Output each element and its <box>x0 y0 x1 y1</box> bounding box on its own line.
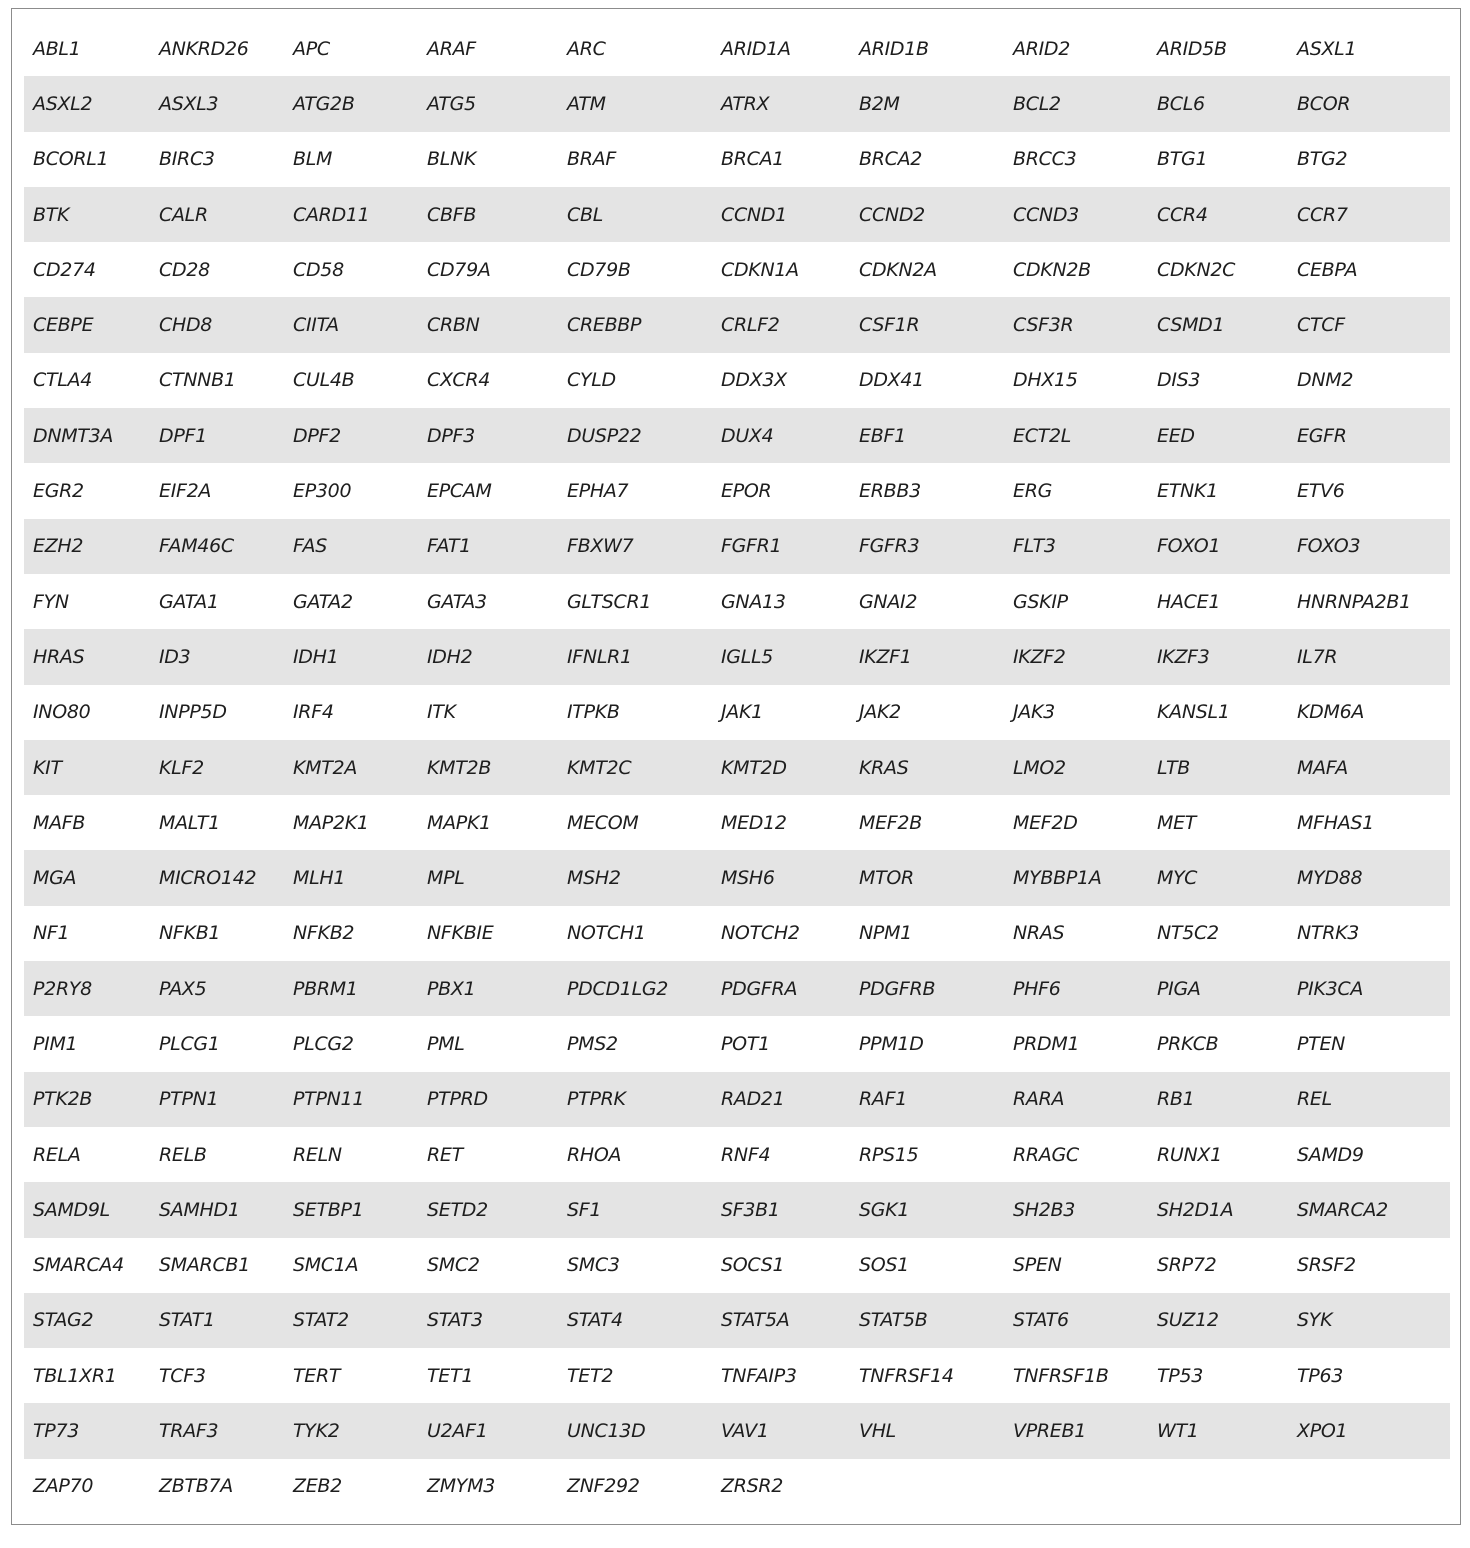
gene-cell: PBX1 <box>418 961 558 1016</box>
table-row <box>24 519 1450 574</box>
gene-cell: TYK2 <box>284 1403 418 1458</box>
gene-cell: CDKN2A <box>859 258 937 281</box>
gene-cell: EIF2A <box>159 480 212 503</box>
gene-cell: PTK2B <box>24 1072 150 1127</box>
gene-cell: CTCF <box>1288 297 1450 352</box>
gene-cell: CTLA4 <box>33 369 93 392</box>
gene-cell: ECT2L <box>1004 408 1148 463</box>
gene-cell: DPF3 <box>418 408 558 463</box>
gene-cell: STAT6 <box>1004 1293 1148 1348</box>
gene-cell: SETD2 <box>418 1182 558 1237</box>
gene-cell: DNM2 <box>1297 369 1354 392</box>
gene-cell: EZH2 <box>24 519 150 574</box>
gene-cell: IKZF1 <box>850 629 1004 684</box>
gene-cell: EPOR <box>721 480 772 503</box>
gene-cell: B2M <box>850 76 1004 131</box>
gene-cell: GATA2 <box>293 590 353 613</box>
gene-cell: DDX41 <box>859 369 924 392</box>
gene-cell: DPF1 <box>150 408 284 463</box>
table-row <box>24 1459 1450 1514</box>
gene-cell: FAM46C <box>150 519 284 574</box>
gene-cell: ASXL3 <box>150 76 284 131</box>
gene-cell: ATG5 <box>418 76 558 131</box>
gene-cell: ATM <box>558 76 712 131</box>
gene-cell: FGFR3 <box>850 519 1004 574</box>
gene-cell: BIRC3 <box>159 148 215 171</box>
gene-cell: SYK <box>1288 1293 1450 1348</box>
gene-cell: ASXL2 <box>24 76 150 131</box>
gene-cell: ANKRD26 <box>159 37 249 60</box>
gene-cell: SMC1A <box>293 1254 359 1277</box>
gene-cell: STAT2 <box>284 1293 418 1348</box>
gene-cell: STAT4 <box>558 1293 712 1348</box>
gene-cell: LMO2 <box>1004 740 1148 795</box>
gene-cell: ZEB2 <box>293 1475 342 1498</box>
gene-cell: CCND1 <box>712 187 850 242</box>
gene-cell: CBFB <box>418 187 558 242</box>
gene-cell: CEBPE <box>24 297 150 352</box>
gene-cell: CRLF2 <box>712 297 850 352</box>
gene-cell: PTEN <box>1297 1032 1346 1055</box>
gene-cell: SAMHD1 <box>150 1182 284 1237</box>
gene-cell: IKZF2 <box>1004 629 1148 684</box>
table-row <box>24 1348 1450 1403</box>
gene-cell: SF3B1 <box>712 1182 850 1237</box>
gene-cell: CEBPA <box>1297 258 1358 281</box>
gene-cell: PTPN1 <box>150 1072 284 1127</box>
gene-cell: DIS3 <box>1157 369 1201 392</box>
gene-cell: ARAF <box>427 37 476 60</box>
gene-cell: INO80 <box>33 701 91 724</box>
gene-cell: CTNNB1 <box>159 369 236 392</box>
gene-cell: DUSP22 <box>558 408 712 463</box>
gene-cell: LTB <box>1148 740 1288 795</box>
table-row <box>24 353 1450 408</box>
gene-cell: KMT2D <box>712 740 850 795</box>
gene-table <box>24 21 1450 1514</box>
gene-cell: STAT1 <box>150 1293 284 1348</box>
gene-cell: FOXO3 <box>1288 519 1450 574</box>
gene-cell: ARID1B <box>859 37 929 60</box>
gene-cell: SAMD9L <box>24 1182 150 1237</box>
gene-cell: TP73 <box>24 1403 150 1458</box>
gene-cell <box>1004 1459 1148 1514</box>
gene-cell: SOS1 <box>859 1254 909 1277</box>
table-row <box>24 685 1450 740</box>
gene-cell: ARID2 <box>1013 37 1071 60</box>
table-row <box>24 76 1450 131</box>
gene-cell: TBL1XR1 <box>33 1364 117 1387</box>
gene-cell: JAK1 <box>721 701 763 724</box>
gene-cell: PTPRK <box>558 1072 712 1127</box>
table-row <box>24 961 1450 1016</box>
gene-cell: RRAGC <box>1013 1143 1079 1166</box>
gene-cell: FAS <box>284 519 418 574</box>
gene-cell: FYN <box>33 590 69 613</box>
gene-cell: MEF2B <box>859 811 922 834</box>
gene-cell: BCL2 <box>1004 76 1148 131</box>
gene-cell: MYD88 <box>1288 850 1450 905</box>
gene-cell: FLT3 <box>1004 519 1148 574</box>
table-row <box>24 408 1450 463</box>
table-row <box>24 242 1450 297</box>
gene-cell: CD274 <box>33 258 96 281</box>
gene-cell: EPCAM <box>427 480 492 503</box>
gene-cell: EPHA7 <box>567 480 629 503</box>
gene-cell: PBRM1 <box>284 961 418 1016</box>
gene-cell: HRAS <box>24 629 150 684</box>
table-row <box>24 795 1450 850</box>
gene-cell: PPM1D <box>859 1032 924 1055</box>
gene-cell: BRCA2 <box>859 148 923 171</box>
gene-cell: MSH6 <box>712 850 850 905</box>
gene-cell: ARID5B <box>1157 37 1227 60</box>
gene-cell: CSF1R <box>850 297 1004 352</box>
gene-cell: NRAS <box>1013 922 1065 945</box>
gene-cell: CHD8 <box>150 297 284 352</box>
gene-cell: EED <box>1148 408 1288 463</box>
gene-cell: DDX3X <box>721 369 787 392</box>
gene-cell: NOTCH1 <box>567 922 646 945</box>
gene-cell: SPEN <box>1013 1254 1062 1277</box>
table-row <box>24 629 1450 684</box>
gene-cell: MEF2D <box>1013 811 1078 834</box>
gene-cell: CD58 <box>293 258 344 281</box>
gene-cell: MAFA <box>1288 740 1450 795</box>
gene-cell: PDCD1LG2 <box>558 961 712 1016</box>
gene-cell: STAG2 <box>24 1293 150 1348</box>
gene-cell: SMARCA2 <box>1288 1182 1450 1237</box>
gene-cell: PRKCB <box>1157 1032 1219 1055</box>
gene-cell: TNFAIP3 <box>721 1364 797 1387</box>
gene-cell: PDGFRA <box>712 961 850 1016</box>
gene-cell: FGFR1 <box>712 519 850 574</box>
gene-cell: CXCR4 <box>427 369 491 392</box>
gene-cell: NFKBIE <box>427 922 494 945</box>
gene-cell: PRDM1 <box>1013 1032 1080 1055</box>
gene-cell: RB1 <box>1148 1072 1288 1127</box>
gene-cell: EBF1 <box>850 408 1004 463</box>
table-row <box>24 1072 1450 1127</box>
gene-cell: ZNF292 <box>567 1475 640 1498</box>
gene-cell: PIM1 <box>33 1032 78 1055</box>
gene-cell: CYLD <box>567 369 616 392</box>
gene-cell: EP300 <box>293 480 352 503</box>
gene-cell: JAK3 <box>1013 701 1055 724</box>
gene-cell: ATRX <box>712 76 850 131</box>
gene-cell: CCR7 <box>1288 187 1450 242</box>
gene-cell: VAV1 <box>712 1403 850 1458</box>
gene-cell: U2AF1 <box>418 1403 558 1458</box>
gene-cell: DPF2 <box>284 408 418 463</box>
gene-cell: RAF1 <box>850 1072 1004 1127</box>
gene-cell: KRAS <box>850 740 1004 795</box>
gene-cell: SF1 <box>558 1182 712 1237</box>
gene-cell: ZBTB7A <box>159 1475 233 1498</box>
gene-cell: CIITA <box>284 297 418 352</box>
gene-cell: STAT5A <box>712 1293 850 1348</box>
gene-cell: TET2 <box>567 1364 614 1387</box>
gene-cell: MYBBP1A <box>1004 850 1148 905</box>
gene-cell: TERT <box>293 1364 341 1387</box>
gene-cell: MGA <box>24 850 150 905</box>
gene-cell: IFNLR1 <box>558 629 712 684</box>
gene-cell: BCL6 <box>1148 76 1288 131</box>
table-row <box>24 740 1450 795</box>
gene-cell <box>1148 1459 1288 1514</box>
gene-cell: SETBP1 <box>284 1182 418 1237</box>
gene-cell: PMS2 <box>567 1032 618 1055</box>
gene-table-body <box>24 21 1450 1514</box>
gene-cell: WT1 <box>1148 1403 1288 1458</box>
gene-cell: ARID1A <box>721 37 791 60</box>
gene-cell: CD28 <box>159 258 210 281</box>
gene-cell: CSF3R <box>1004 297 1148 352</box>
gene-cell: BTG2 <box>1297 148 1348 171</box>
gene-cell: CCND3 <box>1004 187 1148 242</box>
gene-cell: PML <box>427 1032 465 1055</box>
gene-cell: SUZ12 <box>1148 1293 1288 1348</box>
gene-cell: ARC <box>567 37 606 60</box>
gene-cell: IRF4 <box>293 701 334 724</box>
gene-cell: SOCS1 <box>721 1254 785 1277</box>
gene-cell: EGR2 <box>33 480 84 503</box>
gene-cell: GATA1 <box>159 590 219 613</box>
gene-cell: BTG1 <box>1157 148 1208 171</box>
gene-cell: DHX15 <box>1013 369 1078 392</box>
gene-cell: CDKN2C <box>1157 258 1236 281</box>
table-row <box>24 574 1450 629</box>
gene-cell: IKZF3 <box>1148 629 1288 684</box>
gene-cell: SMARCA4 <box>33 1254 124 1277</box>
gene-cell: MAFB <box>33 811 86 834</box>
gene-cell: CSMD1 <box>1148 297 1288 352</box>
gene-cell: RARA <box>1004 1072 1148 1127</box>
gene-cell: TNFRSF1B <box>1013 1364 1109 1387</box>
gene-cell: TP63 <box>1297 1364 1344 1387</box>
gene-cell: TRAF3 <box>150 1403 284 1458</box>
table-row <box>24 850 1450 905</box>
gene-cell: MALT1 <box>159 811 220 834</box>
gene-cell: GNA13 <box>721 590 786 613</box>
gene-cell: POT1 <box>721 1032 770 1055</box>
gene-cell: MTOR <box>850 850 1004 905</box>
gene-cell <box>850 1459 1004 1514</box>
gene-cell: MICRO142 <box>150 850 284 905</box>
gene-cell: SRP72 <box>1157 1254 1217 1277</box>
gene-cell: SAMD9 <box>1297 1143 1364 1166</box>
gene-cell <box>1288 1459 1450 1514</box>
gene-cell: CCND2 <box>850 187 1004 242</box>
gene-cell: KMT2A <box>284 740 418 795</box>
gene-cell: BRCA1 <box>721 148 785 171</box>
table-row <box>24 1238 1450 1293</box>
gene-cell: VHL <box>850 1403 1004 1458</box>
gene-cell: MPL <box>418 850 558 905</box>
gene-cell: SMARCB1 <box>159 1254 250 1277</box>
gene-cell: PTPRD <box>418 1072 558 1127</box>
gene-cell: MAPK1 <box>427 811 491 834</box>
gene-cell: IDH2 <box>418 629 558 684</box>
gene-cell: ETNK1 <box>1157 480 1218 503</box>
gene-cell: RELN <box>293 1143 342 1166</box>
gene-cell: SMC2 <box>427 1254 480 1277</box>
gene-cell: PTPN11 <box>284 1072 418 1127</box>
gene-cell: IL7R <box>1288 629 1450 684</box>
gene-cell: NFKB1 <box>159 922 221 945</box>
gene-cell: MECOM <box>567 811 639 834</box>
gene-cell: MED12 <box>721 811 787 834</box>
gene-cell: STAT3 <box>418 1293 558 1348</box>
gene-cell: BRCC3 <box>1013 148 1077 171</box>
gene-cell: GSKIP <box>1013 590 1068 613</box>
gene-cell: TET1 <box>427 1364 474 1387</box>
table-row <box>24 21 1450 76</box>
gene-cell: PHF6 <box>1004 961 1148 1016</box>
gene-cell: ERG <box>1013 480 1053 503</box>
table-row <box>24 297 1450 352</box>
gene-cell: IGLL5 <box>712 629 850 684</box>
gene-cell: HACE1 <box>1157 590 1221 613</box>
gene-cell: SMC3 <box>567 1254 620 1277</box>
gene-cell: CARD11 <box>284 187 418 242</box>
gene-cell: ERBB3 <box>859 480 921 503</box>
gene-cell: MFHAS1 <box>1297 811 1374 834</box>
gene-cell: RAD21 <box>712 1072 850 1127</box>
gene-cell: NPM1 <box>859 922 912 945</box>
gene-cell: PLCG2 <box>293 1032 354 1055</box>
gene-cell: APC <box>293 37 330 60</box>
gene-cell: P2RY8 <box>24 961 150 1016</box>
gene-cell: STAT5B <box>850 1293 1004 1348</box>
gene-cell: BRAF <box>567 148 616 171</box>
gene-cell: CCR4 <box>1148 187 1288 242</box>
gene-cell: ABL1 <box>33 37 81 60</box>
gene-cell: SH2B3 <box>1004 1182 1148 1237</box>
table-row <box>24 1182 1450 1237</box>
gene-cell: BLM <box>293 148 333 171</box>
gene-cell: CD79A <box>427 258 491 281</box>
gene-cell: MLH1 <box>284 850 418 905</box>
gene-cell: ID3 <box>150 629 284 684</box>
gene-cell: GNAI2 <box>859 590 918 613</box>
gene-cell: EGFR <box>1288 408 1450 463</box>
gene-cell: BCOR <box>1288 76 1450 131</box>
gene-cell: MYC <box>1148 850 1288 905</box>
gene-cell: ITPKB <box>567 701 620 724</box>
gene-cell: HNRNPA2B1 <box>1297 590 1411 613</box>
gene-cell: ITK <box>427 701 456 724</box>
gene-cell: TP53 <box>1157 1364 1204 1387</box>
gene-cell: INPP5D <box>159 701 227 724</box>
gene-cell: MET <box>1157 811 1197 834</box>
gene-cell: SGK1 <box>850 1182 1004 1237</box>
gene-cell: RUNX1 <box>1157 1143 1222 1166</box>
table-row <box>24 1127 1450 1182</box>
gene-cell: BCORL1 <box>33 148 109 171</box>
gene-cell: MSH2 <box>558 850 712 905</box>
gene-cell: NFKB2 <box>293 922 355 945</box>
gene-cell: NTRK3 <box>1297 922 1360 945</box>
gene-cell: RET <box>427 1143 463 1166</box>
gene-cell: CD79B <box>567 258 631 281</box>
gene-cell: BLNK <box>427 148 477 171</box>
gene-cell: TNFRSF14 <box>859 1364 954 1387</box>
gene-cell: KMT2B <box>418 740 558 795</box>
table-row <box>24 906 1450 961</box>
gene-cell: VPREB1 <box>1004 1403 1148 1458</box>
gene-cell: ZAP70 <box>33 1475 94 1498</box>
gene-cell: NF1 <box>33 922 70 945</box>
table-row <box>24 1403 1450 1458</box>
gene-cell: SH2D1A <box>1148 1182 1288 1237</box>
gene-cell: FOXO1 <box>1148 519 1288 574</box>
gene-cell: DUX4 <box>712 408 850 463</box>
gene-cell: RNF4 <box>721 1143 771 1166</box>
gene-cell: CUL4B <box>293 369 355 392</box>
gene-cell: PIGA <box>1148 961 1288 1016</box>
gene-cell: RELA <box>33 1143 81 1166</box>
gene-cell: ZRSR2 <box>721 1475 784 1498</box>
gene-cell: KDM6A <box>1297 701 1365 724</box>
gene-cell: UNC13D <box>558 1403 712 1458</box>
gene-cell: NOTCH2 <box>721 922 800 945</box>
table-row <box>24 132 1450 187</box>
table-row <box>24 1016 1450 1071</box>
gene-cell: JAK2 <box>859 701 901 724</box>
gene-cell: BTK <box>24 187 150 242</box>
gene-cell: RPS15 <box>859 1143 919 1166</box>
gene-cell: TCF3 <box>159 1364 206 1387</box>
gene-cell: PLCG1 <box>159 1032 220 1055</box>
gene-cell: REL <box>1288 1072 1450 1127</box>
gene-cell: MAP2K1 <box>293 811 369 834</box>
gene-cell: CBL <box>558 187 712 242</box>
gene-cell: NT5C2 <box>1157 922 1219 945</box>
gene-cell: ATG2B <box>284 76 418 131</box>
gene-cell: RHOA <box>567 1143 622 1166</box>
table-row <box>24 1293 1450 1348</box>
gene-cell: CRBN <box>418 297 558 352</box>
gene-cell: KIT <box>24 740 150 795</box>
gene-cell: CREBBP <box>558 297 712 352</box>
gene-cell: PIK3CA <box>1288 961 1450 1016</box>
gene-cell: CDKN1A <box>721 258 799 281</box>
gene-cell: FBXW7 <box>558 519 712 574</box>
gene-cell: ASXL1 <box>1297 37 1357 60</box>
gene-cell: PAX5 <box>150 961 284 1016</box>
gene-cell: CALR <box>150 187 284 242</box>
gene-cell: IDH1 <box>284 629 418 684</box>
gene-cell: GATA3 <box>427 590 487 613</box>
table-row <box>24 463 1450 518</box>
table-row <box>24 187 1450 242</box>
gene-cell: FAT1 <box>418 519 558 574</box>
gene-cell: PDGFRB <box>850 961 1004 1016</box>
gene-cell: KANSL1 <box>1157 701 1230 724</box>
gene-cell: ZMYM3 <box>427 1475 495 1498</box>
gene-cell: DNMT3A <box>24 408 150 463</box>
gene-cell: ETV6 <box>1297 480 1345 503</box>
gene-cell: SRSF2 <box>1297 1254 1356 1277</box>
gene-cell: RELB <box>159 1143 207 1166</box>
gene-cell: CDKN2B <box>1013 258 1091 281</box>
gene-cell: KMT2C <box>558 740 712 795</box>
gene-cell: KLF2 <box>150 740 284 795</box>
gene-cell: GLTSCR1 <box>567 590 652 613</box>
gene-cell: XPO1 <box>1288 1403 1450 1458</box>
